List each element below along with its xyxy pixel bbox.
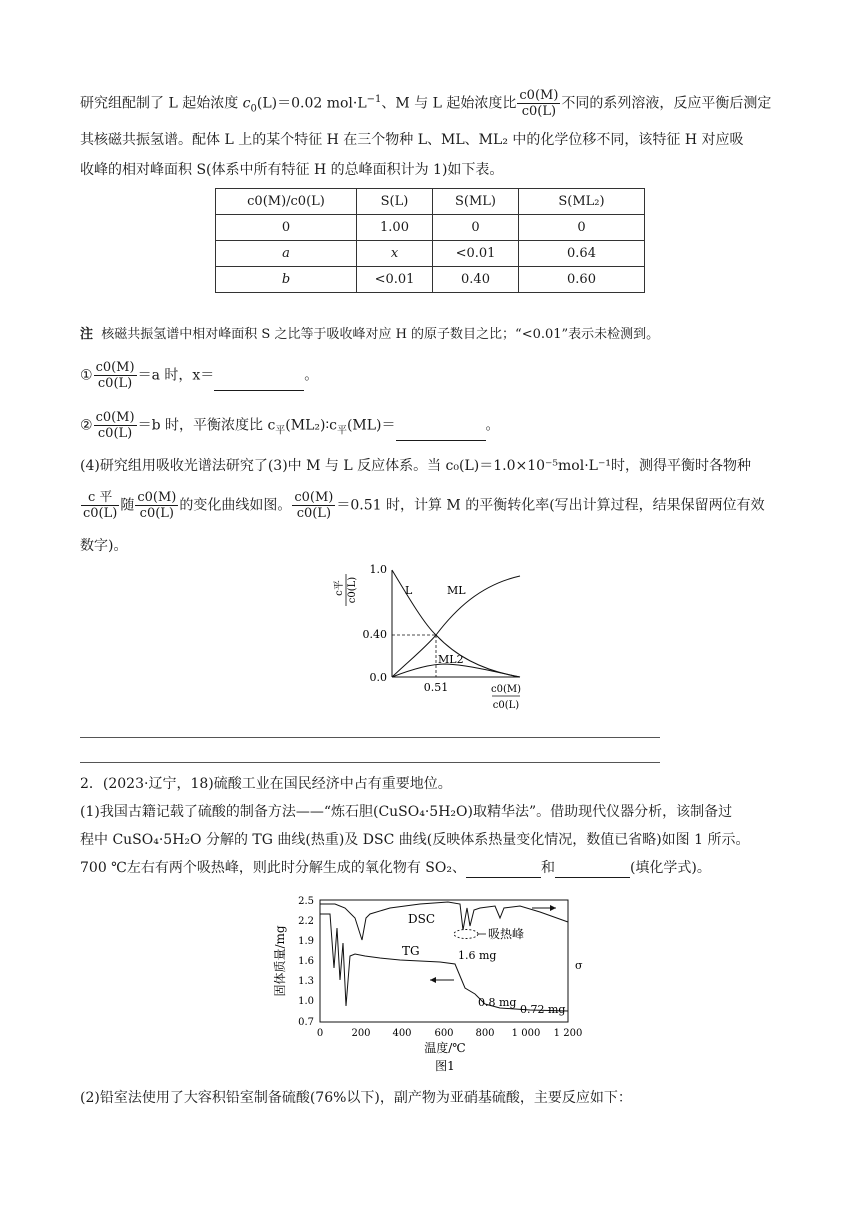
table-row	[216, 215, 645, 241]
question-1: ① $\frac{c0(M)}{c0(L)}$ ＝a 时，x＝ 。	[80, 360, 319, 391]
table-cell: a	[216, 241, 357, 267]
table-cell: 0.64	[519, 241, 645, 267]
chart1-ytick: 0.40	[362, 628, 387, 641]
chart2-ylabel: 固体质量/mg	[273, 925, 287, 997]
paragraph-line-2: 其核磁共振氢谱。配体 L 上的某个特征 H 在三个物种 L、ML、ML₂ 中的化学位移不同，该特征 H 对应吸	[80, 132, 744, 148]
svg-text:c平: c平	[334, 580, 345, 596]
table-header: S(ML)	[433, 189, 519, 215]
table-cell: 0	[433, 215, 519, 241]
table-row	[216, 241, 645, 267]
table-cell: 1.00	[357, 215, 433, 241]
answer-blank[interactable]	[214, 374, 304, 391]
curve-label: L	[405, 584, 413, 597]
svg-text:600: 600	[434, 1028, 454, 1039]
curve-label: ML	[447, 584, 466, 597]
peak-label: 吸热峰	[488, 927, 525, 941]
chart1-ytick: 0.0	[369, 671, 387, 684]
paragraph-line-3: 收峰的相对峰面积 S(体系中所有特征 H 的总峰面积计为 1)如下表。	[80, 162, 504, 178]
ratio-fraction: $\frac{c0(M)}{c0(L)}$	[95, 360, 135, 391]
tg-dsc-chart	[270, 888, 600, 1078]
tg-curve	[320, 914, 568, 1011]
question-2023-p3: 700 ℃左右有两个吸热峰，则此时分解生成的氧化物有 SO₂、 和 (填化学式)。	[80, 860, 711, 876]
note: 注 核磁共振氢谱中相对峰面积 S 之比等于吸收峰对应 H 的原子数目之比；“<0.01”表示未检测到。	[80, 327, 660, 342]
table-cell: <0.01	[433, 241, 519, 267]
answer-blank[interactable]	[555, 861, 630, 878]
svg-text:400: 400	[392, 1028, 412, 1039]
chart1-ytick: 1.0	[369, 563, 387, 576]
curve-label: ML2	[438, 653, 464, 666]
table-cell: b	[216, 267, 357, 293]
peak-area-table	[215, 188, 645, 293]
svg-text:1 000: 1 000	[511, 1028, 541, 1039]
svg-text:2.5: 2.5	[298, 896, 314, 907]
chart1-x-label-num: c0(M)	[490, 684, 522, 695]
figure-caption: 图1	[435, 1059, 455, 1073]
svg-text:2.2: 2.2	[298, 916, 314, 927]
dsc-label: DSC	[408, 912, 436, 926]
svg-text:c0(L): c0(L)	[347, 576, 358, 604]
ratio-fraction: $\frac{c0(M)}{c0(L)}$	[137, 490, 177, 521]
question-4-line-3: 数字)。	[80, 538, 128, 554]
dsc-curve	[320, 902, 568, 940]
annotation: 1.6 mg	[458, 949, 497, 962]
chart2-xlabel: 温度/℃	[424, 1041, 466, 1055]
table-header: S(ML₂)	[519, 189, 645, 215]
sigma-label: σ	[575, 959, 583, 972]
question-2023-title: 2．(2023·辽宁，18)硫酸工业在国民经济中占有重要地位。	[80, 776, 452, 792]
svg-text:1.6: 1.6	[298, 956, 314, 967]
svg-text:1.3: 1.3	[298, 976, 314, 987]
svg-text:1.9: 1.9	[298, 936, 314, 947]
annotation: 0.72 mg	[520, 1003, 566, 1016]
svg-text:0: 0	[316, 1028, 324, 1039]
table-row	[216, 267, 645, 293]
answer-line[interactable]	[80, 737, 660, 738]
svg-text:800: 800	[475, 1028, 495, 1039]
table-cell: 0	[519, 215, 645, 241]
table-cell: x	[357, 241, 433, 267]
question-2023-p2: 程中 CuSO₄·5H₂O 分解的 TG 曲线(热重)及 DSC 曲线(反映体系热量变化情况，数值已省略)如图 1 所示。	[80, 832, 750, 848]
answer-blank[interactable]	[396, 424, 486, 441]
species-distribution-chart	[330, 560, 540, 715]
table-header: c0(M)/c0(L)	[216, 189, 357, 215]
question-2023-p1: (1)我国古籍记载了硫酸的制备方法——“炼石胆(CuSO₄·5H₂O)取精华法”。借助现代仪器分析，该制备过	[80, 804, 733, 820]
question-4-line-2: $\frac{\text{c 平}}{c0(L)}$ 随 $\frac{c0(M)}{c0(L)}$ 的变化曲线如图。 $\frac{c0(M)}{c0(L)}$ ＝0.51 时，计算 M 的平衡转化率(写出计算过程，结果保留两位有效	[83, 490, 765, 521]
svg-text:200: 200	[351, 1028, 371, 1039]
paragraph-line-1: 研究组配制了 L 起始浓度 $c_0(L)=0.02$ $mol\cdot L^{-1}$、M 与 L 起始浓度比 $\frac{c0(M)}{c0(L)}$ 不同的系列溶液，反应平衡后测定	[80, 88, 772, 119]
chart1-y-label	[333, 574, 358, 606]
table-cell: 0.40	[433, 267, 519, 293]
question-2023-p4: (2)铅室法使用了大容积铅室制备硫酸(76%以下)，副产物为亚硝基硫酸，主要反应如下：	[80, 1090, 632, 1106]
table-header: S(L)	[357, 189, 433, 215]
conc-fraction: $\frac{\text{c 平}}{c0(L)}$	[83, 490, 118, 521]
peak-marker	[454, 930, 478, 939]
chart1-xtick: 0.51	[423, 681, 449, 694]
svg-text:1 200: 1 200	[553, 1028, 583, 1039]
table-cell: 0.60	[519, 267, 645, 293]
tg-label: TG	[402, 944, 420, 958]
answer-line[interactable]	[80, 762, 660, 763]
question-4-line-1: (4)研究组用吸收光谱法研究了(3)中 M 与 L 反应体系。当 c₀(L)＝1.0×10⁻⁵mol·L⁻¹时，测得平衡时各物种	[80, 458, 751, 474]
svg-text:0.7: 0.7	[298, 1017, 314, 1028]
table-header-row	[216, 189, 645, 215]
answer-blank[interactable]	[466, 861, 541, 878]
ratio-fraction: $\frac{c0(M)}{c0(L)}$	[294, 490, 334, 521]
question-2: ② $\frac{c0(M)}{c0(L)}$ ＝b 时，平衡浓度比 $c_平(ML_2)∶c_平(ML)=$ 。	[80, 410, 500, 441]
table-cell: 0	[216, 215, 357, 241]
annotation: 0.8 mg	[478, 996, 517, 1009]
ratio-fraction: $\frac{c0(M)}{c0(L)}$	[95, 410, 135, 441]
chart1-x-label-den: c0(L)	[492, 700, 520, 711]
table-cell: <0.01	[357, 267, 433, 293]
ratio-fraction: $\frac{c0(M)}{c0(L)}$	[519, 88, 559, 119]
svg-text:1.0: 1.0	[298, 996, 314, 1007]
